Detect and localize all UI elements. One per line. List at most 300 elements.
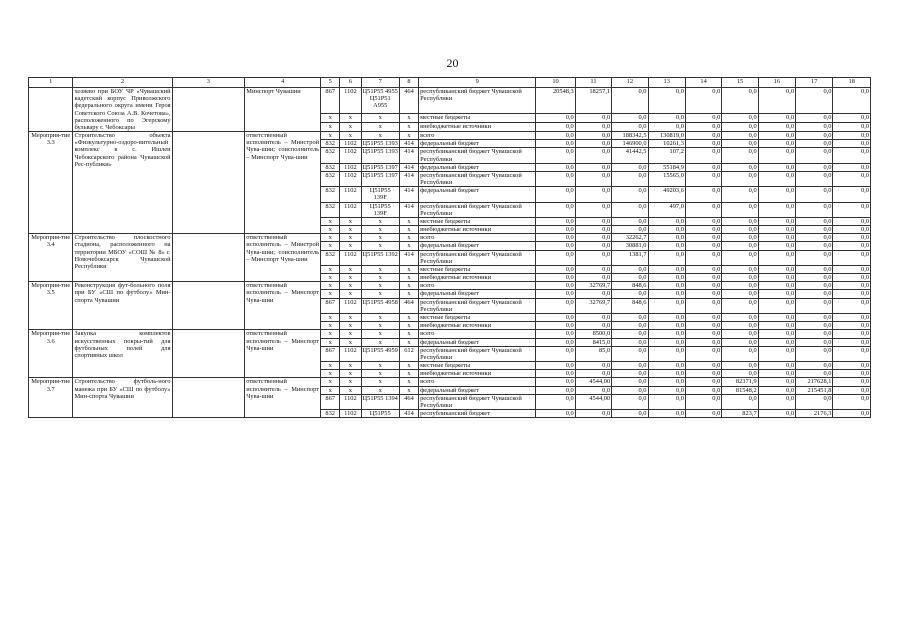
funding-source-cell: республиканский бюджет Чувашской Республики (419, 298, 536, 313)
year-value-cell: 0,0 (685, 274, 721, 282)
target-article-cell: x (361, 378, 399, 386)
expense-type-cell: x (399, 330, 418, 338)
section-code-cell: 1102 (340, 187, 361, 202)
year-value-cell: 146900,0 (612, 140, 648, 148)
expense-type-cell: 414 (399, 202, 418, 217)
year-value-cell: 0,0 (722, 88, 758, 114)
section-code-cell: x (340, 274, 361, 282)
expense-type-cell: x (399, 378, 418, 386)
year-value-cell: 0,0 (612, 313, 648, 321)
year-value-cell: 0,0 (833, 140, 871, 148)
section-code-cell: 1102 (340, 394, 361, 409)
year-value-cell: 0,0 (575, 140, 611, 148)
section-code-cell: x (340, 338, 361, 346)
funding-source-cell: республиканский бюджет Чувашской Республики (419, 148, 536, 163)
year-value-cell: 0,0 (612, 410, 648, 418)
year-value-cell: 0,0 (796, 265, 833, 273)
grbs-code-cell: x (321, 378, 340, 386)
year-value-cell: 0,0 (796, 370, 833, 378)
grbs-code-cell: 867 (321, 394, 340, 409)
year-value-cell: 823,7 (722, 410, 758, 418)
grbs-code-cell: x (321, 313, 340, 321)
target-article-cell: x (361, 234, 399, 242)
year-value-cell: 0,0 (758, 217, 795, 225)
section-code-cell: 1102 (340, 163, 361, 171)
year-value-cell: 0,0 (796, 290, 833, 298)
year-value-cell: 0,0 (796, 113, 833, 122)
column-header: 18 (833, 78, 871, 88)
grbs-code-cell: x (321, 386, 340, 394)
target-article-cell: x (361, 362, 399, 370)
funding-source-cell: федеральный бюджет (419, 242, 536, 250)
section-code-cell: x (340, 290, 361, 298)
year-value-cell: 0,0 (575, 163, 611, 171)
year-value-cell: 1381,7 (612, 250, 648, 265)
year-value-cell: 0,0 (796, 226, 833, 234)
year-value-cell: 0,0 (575, 234, 611, 242)
funding-source-cell: федеральный бюджет (419, 386, 536, 394)
column-number-row (29, 78, 871, 88)
section-code-cell: x (340, 132, 361, 140)
year-value-cell: 0,0 (722, 362, 758, 370)
section-code-cell: x (340, 370, 361, 378)
year-value-cell: 0,0 (685, 122, 721, 131)
year-value-cell: 0,0 (758, 370, 795, 378)
year-value-cell: 30881,0 (612, 242, 648, 250)
target-article-cell: Ц51Р55 1397 (361, 171, 399, 186)
empty-column-cell (172, 330, 245, 378)
year-value-cell: 0,0 (758, 386, 795, 394)
column-header: 12 (612, 78, 648, 88)
year-value-cell: 0,0 (833, 378, 871, 386)
year-value-cell: 107,2 (648, 148, 685, 163)
year-value-cell: 0,0 (536, 122, 575, 131)
year-value-cell: 0,0 (575, 122, 611, 131)
year-value-cell: 0,0 (722, 322, 758, 330)
year-value-cell: 0,0 (758, 378, 795, 386)
year-value-cell: 32769,7 (575, 282, 611, 290)
grbs-code-cell: x (321, 274, 340, 282)
year-value-cell: 15565,0 (648, 171, 685, 186)
year-value-cell: 0,0 (612, 217, 648, 225)
year-value-cell: 0,0 (796, 202, 833, 217)
year-value-cell: 0,0 (648, 394, 685, 409)
year-value-cell: 32769,7 (575, 298, 611, 313)
year-value-cell: 0,0 (536, 330, 575, 338)
year-value-cell: 0,0 (833, 234, 871, 242)
year-value-cell: 0,0 (536, 274, 575, 282)
year-value-cell: 0,0 (536, 394, 575, 409)
year-value-cell: 0,0 (536, 298, 575, 313)
section-code-cell: x (340, 282, 361, 290)
year-value-cell: 0,0 (612, 386, 648, 394)
year-value-cell: 0,0 (685, 298, 721, 313)
year-value-cell: 0,0 (722, 234, 758, 242)
year-value-cell: 0,0 (612, 163, 648, 171)
section-code-cell: x (340, 113, 361, 122)
year-value-cell: 0,0 (722, 140, 758, 148)
year-value-cell: 0,0 (648, 346, 685, 361)
year-value-cell: 0,0 (833, 171, 871, 186)
target-article-cell: Ц51Р55 1393 (361, 148, 399, 163)
responsible-cell: ответственный исполнитель – Минспорт Чува-шии (245, 330, 321, 378)
year-value-cell: 0,0 (685, 330, 721, 338)
measure-name-cell: Строительство плоскостного стадиона, расположенного на территории МБОУ «СОШ № 8» г. Новочебоксарск Чувашской Республики (73, 234, 172, 282)
section-code-cell: x (340, 362, 361, 370)
year-value-cell: 0,0 (833, 250, 871, 265)
year-value-cell: 0,0 (536, 322, 575, 330)
year-value-cell: 0,0 (722, 330, 758, 338)
year-value-cell: 0,0 (575, 410, 611, 418)
year-value-cell: 0,0 (648, 338, 685, 346)
section-code-cell: x (340, 322, 361, 330)
year-value-cell: 0,0 (758, 338, 795, 346)
expense-type-cell: x (399, 217, 418, 225)
year-value-cell: 81548,2 (722, 386, 758, 394)
year-value-cell: 0,0 (685, 250, 721, 265)
target-article-cell: Ц51Р55 (361, 410, 399, 418)
expense-type-cell: x (399, 322, 418, 330)
year-value-cell: 0,0 (722, 171, 758, 186)
year-value-cell: 0,0 (536, 113, 575, 122)
year-value-cell: 0,0 (536, 282, 575, 290)
year-value-cell: 0,0 (685, 265, 721, 273)
year-value-cell: 0,0 (758, 140, 795, 148)
year-value-cell: 0,0 (685, 226, 721, 234)
expense-type-cell: x (399, 282, 418, 290)
table-row (29, 378, 871, 386)
grbs-code-cell: x (321, 330, 340, 338)
year-value-cell: 0,0 (833, 362, 871, 370)
expense-type-cell: x (399, 386, 418, 394)
expense-type-cell: x (399, 122, 418, 131)
year-value-cell: 0,0 (685, 346, 721, 361)
expense-type-cell: x (399, 338, 418, 346)
grbs-code-cell: 867 (321, 298, 340, 313)
year-value-cell: 0,0 (833, 338, 871, 346)
expense-type-cell: 414 (399, 171, 418, 186)
year-value-cell: 0,0 (648, 122, 685, 131)
year-value-cell: 0,0 (722, 242, 758, 250)
year-value-cell: 0,0 (612, 265, 648, 273)
year-value-cell: 217628,1 (796, 378, 833, 386)
target-article-cell: x (361, 313, 399, 321)
expense-type-cell: 464 (399, 298, 418, 313)
measure-code-cell: Мероприя-тие 3.6 (29, 330, 73, 378)
year-value-cell: 0,0 (796, 313, 833, 321)
year-value-cell: 0,0 (575, 265, 611, 273)
column-header: 15 (722, 78, 758, 88)
year-value-cell: 0,0 (536, 346, 575, 361)
measure-name-cell: Реконструкция фут-больного поля при БУ «СШ по футболу» Мин-спорта Чувашии (73, 282, 172, 330)
year-value-cell: 0,0 (685, 322, 721, 330)
grbs-code-cell: x (321, 234, 340, 242)
year-value-cell: 0,0 (575, 242, 611, 250)
year-value-cell: 0,0 (758, 88, 795, 114)
grbs-code-cell: 867 (321, 346, 340, 361)
funding-source-cell: республиканский бюджет Чувашской Республики (419, 202, 536, 217)
column-header: 17 (796, 78, 833, 88)
year-value-cell: 0,0 (685, 234, 721, 242)
column-header: 3 (172, 78, 245, 88)
year-value-cell: 0,0 (833, 122, 871, 131)
year-value-cell: 0,0 (685, 171, 721, 186)
expense-type-cell: 414 (399, 410, 418, 418)
expense-type-cell: x (399, 234, 418, 242)
year-value-cell: 0,0 (612, 187, 648, 202)
expense-type-cell: 414 (399, 250, 418, 265)
funding-source-cell: республиканский бюджет Чувашской Республики (419, 346, 536, 361)
year-value-cell: 0,0 (536, 370, 575, 378)
grbs-code-cell: 832 (321, 148, 340, 163)
section-code-cell: 1102 (340, 88, 361, 114)
expense-type-cell: x (399, 362, 418, 370)
measure-name-cell: Строительство футболь-ного манежа при БУ «СШ по футболу» Мин-спорта Чувашии (73, 378, 172, 418)
expense-type-cell: 414 (399, 163, 418, 171)
grbs-code-cell: x (321, 265, 340, 273)
grbs-code-cell: x (321, 226, 340, 234)
funding-source-cell: всего (419, 378, 536, 386)
year-value-cell: 0,0 (758, 298, 795, 313)
target-article-cell: Ц51Р55 4959 (361, 346, 399, 361)
year-value-cell: 0,0 (833, 148, 871, 163)
year-value-cell: 0,0 (536, 250, 575, 265)
year-value-cell: 0,0 (758, 394, 795, 409)
target-article-cell: x (361, 265, 399, 273)
target-article-cell: x (361, 282, 399, 290)
section-code-cell: x (340, 265, 361, 273)
column-header: 9 (419, 78, 536, 88)
year-value-cell: 0,0 (648, 410, 685, 418)
year-value-cell: 0,0 (833, 265, 871, 273)
year-value-cell: 0,0 (833, 226, 871, 234)
target-article-cell: Ц51Р55 1392 (361, 250, 399, 265)
section-code-cell: 1102 (340, 171, 361, 186)
year-value-cell: 0,0 (536, 362, 575, 370)
year-value-cell: 848,6 (612, 282, 648, 290)
year-value-cell: 0,0 (722, 122, 758, 131)
year-value-cell: 0,0 (758, 313, 795, 321)
year-value-cell: 0,0 (536, 163, 575, 171)
measure-code-cell: Мероприя-тие 3.5 (29, 282, 73, 330)
year-value-cell: 0,0 (758, 163, 795, 171)
year-value-cell: 0,0 (685, 338, 721, 346)
year-value-cell: 0,0 (685, 313, 721, 321)
year-value-cell: 0,0 (536, 140, 575, 148)
year-value-cell: 0,0 (796, 330, 833, 338)
target-article-cell: x (361, 274, 399, 282)
year-value-cell: 0,0 (758, 202, 795, 217)
year-value-cell: 0,0 (796, 250, 833, 265)
expense-type-cell: 464 (399, 394, 418, 409)
year-value-cell: 0,0 (612, 226, 648, 234)
section-code-cell: x (340, 386, 361, 394)
year-value-cell: 0,0 (796, 234, 833, 242)
year-value-cell: 0,0 (575, 274, 611, 282)
year-value-cell: 0,0 (685, 378, 721, 386)
year-value-cell: 0,0 (575, 290, 611, 298)
responsible-cell: ответственный исполнитель – Минстрой Чува-шии; соисполнитель – Минспорт Чува-шии (245, 132, 321, 234)
funding-source-cell: местные бюджеты (419, 265, 536, 273)
target-article-cell: x (361, 290, 399, 298)
year-value-cell: 0,0 (648, 370, 685, 378)
year-value-cell: 0,0 (648, 265, 685, 273)
empty-column-cell (172, 88, 245, 132)
year-value-cell: 0,0 (833, 242, 871, 250)
expense-type-cell: 464 (399, 88, 418, 114)
year-value-cell: 0,0 (612, 394, 648, 409)
expense-type-cell: x (399, 113, 418, 122)
column-header: 1 (29, 78, 73, 88)
year-value-cell: 0,0 (833, 346, 871, 361)
year-value-cell: 0,0 (722, 265, 758, 273)
target-article-cell: x (361, 226, 399, 234)
year-value-cell: 0,0 (685, 242, 721, 250)
target-article-cell: Ц51Р55 139F (361, 202, 399, 217)
column-header: 16 (758, 78, 795, 88)
year-value-cell: 0,0 (796, 122, 833, 131)
year-value-cell: 0,0 (722, 217, 758, 225)
column-header: 11 (575, 78, 611, 88)
year-value-cell: 0,0 (612, 88, 648, 114)
grbs-code-cell: 832 (321, 163, 340, 171)
funding-source-cell: местные бюджеты (419, 217, 536, 225)
year-value-cell: 0,0 (575, 386, 611, 394)
year-value-cell: 0,0 (575, 202, 611, 217)
column-header: 7 (361, 78, 399, 88)
year-value-cell: 0,0 (648, 88, 685, 114)
year-value-cell: 0,0 (833, 202, 871, 217)
year-value-cell: 20548,3 (536, 88, 575, 114)
budget-table (28, 77, 871, 418)
year-value-cell: 0,0 (758, 265, 795, 273)
year-value-cell: 0,0 (575, 313, 611, 321)
year-value-cell: 0,0 (722, 338, 758, 346)
year-value-cell: 0,0 (833, 330, 871, 338)
year-value-cell: 0,0 (612, 202, 648, 217)
year-value-cell: 0,0 (612, 274, 648, 282)
year-value-cell: 0,0 (536, 290, 575, 298)
year-value-cell: 0,0 (796, 346, 833, 361)
expense-type-cell: x (399, 274, 418, 282)
expense-type-cell: x (399, 370, 418, 378)
measure-name-cell: Закупка комплектов искусственных покры-тий для футбольных полей для спортивных школ (73, 330, 172, 378)
year-value-cell: 0,0 (722, 394, 758, 409)
year-value-cell: 0,0 (722, 274, 758, 282)
expense-type-cell: x (399, 242, 418, 250)
year-value-cell: 0,0 (612, 370, 648, 378)
year-value-cell: 0,0 (722, 313, 758, 321)
target-article-cell: Ц51Р55 4958 (361, 298, 399, 313)
target-article-cell: Ц51Р55 1394 (361, 394, 399, 409)
grbs-code-cell: x (321, 362, 340, 370)
year-value-cell: 0,0 (648, 217, 685, 225)
year-value-cell: 0,0 (685, 187, 721, 202)
year-value-cell: 0,0 (575, 187, 611, 202)
year-value-cell: 0,0 (833, 187, 871, 202)
year-value-cell: 0,0 (796, 148, 833, 163)
funding-source-cell: местные бюджеты (419, 313, 536, 321)
grbs-code-cell: x (321, 122, 340, 131)
funding-source-cell: местные бюджеты (419, 362, 536, 370)
grbs-code-cell: x (321, 217, 340, 225)
year-value-cell: 0,0 (685, 132, 721, 140)
year-value-cell: 215451,8 (796, 386, 833, 394)
year-value-cell: 0,0 (648, 298, 685, 313)
year-value-cell: 0,0 (722, 132, 758, 140)
section-code-cell: x (340, 242, 361, 250)
target-article-cell: Ц51Р55 4955 Ц51Р51 А955 (361, 88, 399, 114)
year-value-cell: 0,0 (575, 250, 611, 265)
section-code-cell: 1102 (340, 140, 361, 148)
section-code-cell: x (340, 122, 361, 131)
year-value-cell: 0,0 (685, 217, 721, 225)
grbs-code-cell: x (321, 322, 340, 330)
measure-code-cell: Мероприя-тие 3.4 (29, 234, 73, 282)
measure-code-cell (29, 88, 73, 132)
year-value-cell: 0,0 (758, 410, 795, 418)
empty-column-cell (172, 132, 245, 234)
table-row (29, 132, 871, 140)
year-value-cell: 0,0 (758, 234, 795, 242)
year-value-cell: 0,0 (833, 370, 871, 378)
year-value-cell: 0,0 (536, 313, 575, 321)
year-value-cell: 0,0 (536, 202, 575, 217)
year-value-cell: 0,0 (648, 226, 685, 234)
year-value-cell: 0,0 (536, 226, 575, 234)
year-value-cell: 0,0 (758, 187, 795, 202)
year-value-cell: 0,0 (536, 234, 575, 242)
year-value-cell: 0,0 (575, 362, 611, 370)
target-article-cell: x (361, 132, 399, 140)
year-value-cell: 0,0 (833, 290, 871, 298)
expense-type-cell: x (399, 132, 418, 140)
year-value-cell: 0,0 (722, 290, 758, 298)
year-value-cell: 0,0 (536, 187, 575, 202)
expense-type-cell: 414 (399, 140, 418, 148)
year-value-cell: 0,0 (758, 132, 795, 140)
year-value-cell: 0,0 (648, 242, 685, 250)
column-header: 2 (73, 78, 172, 88)
funding-source-cell: всего (419, 234, 536, 242)
year-value-cell: 0,0 (833, 274, 871, 282)
column-header: 13 (648, 78, 685, 88)
grbs-code-cell: x (321, 132, 340, 140)
expense-type-cell: 612 (399, 346, 418, 361)
funding-source-cell: внебюджетные источники (419, 370, 536, 378)
year-value-cell: 0,0 (758, 242, 795, 250)
year-value-cell: 0,0 (796, 187, 833, 202)
grbs-code-cell: 832 (321, 140, 340, 148)
year-value-cell: 0,0 (796, 242, 833, 250)
grbs-code-cell: x (321, 242, 340, 250)
year-value-cell: 0,0 (648, 330, 685, 338)
table-row (29, 282, 871, 290)
table-body (29, 88, 871, 418)
table-row (29, 330, 871, 338)
year-value-cell: 0,0 (612, 113, 648, 122)
year-value-cell: 0,0 (722, 298, 758, 313)
year-value-cell: 0,0 (796, 322, 833, 330)
section-code-cell: x (340, 378, 361, 386)
year-value-cell: 0,0 (536, 386, 575, 394)
responsible-cell: ответственный исполнитель – Минспорт Чува-шии (245, 282, 321, 330)
year-value-cell: 0,0 (536, 410, 575, 418)
year-value-cell: 0,0 (833, 282, 871, 290)
year-value-cell: 0,0 (758, 346, 795, 361)
funding-source-cell: республиканский бюджет Чувашской Республики (419, 250, 536, 265)
year-value-cell: 0,0 (612, 338, 648, 346)
